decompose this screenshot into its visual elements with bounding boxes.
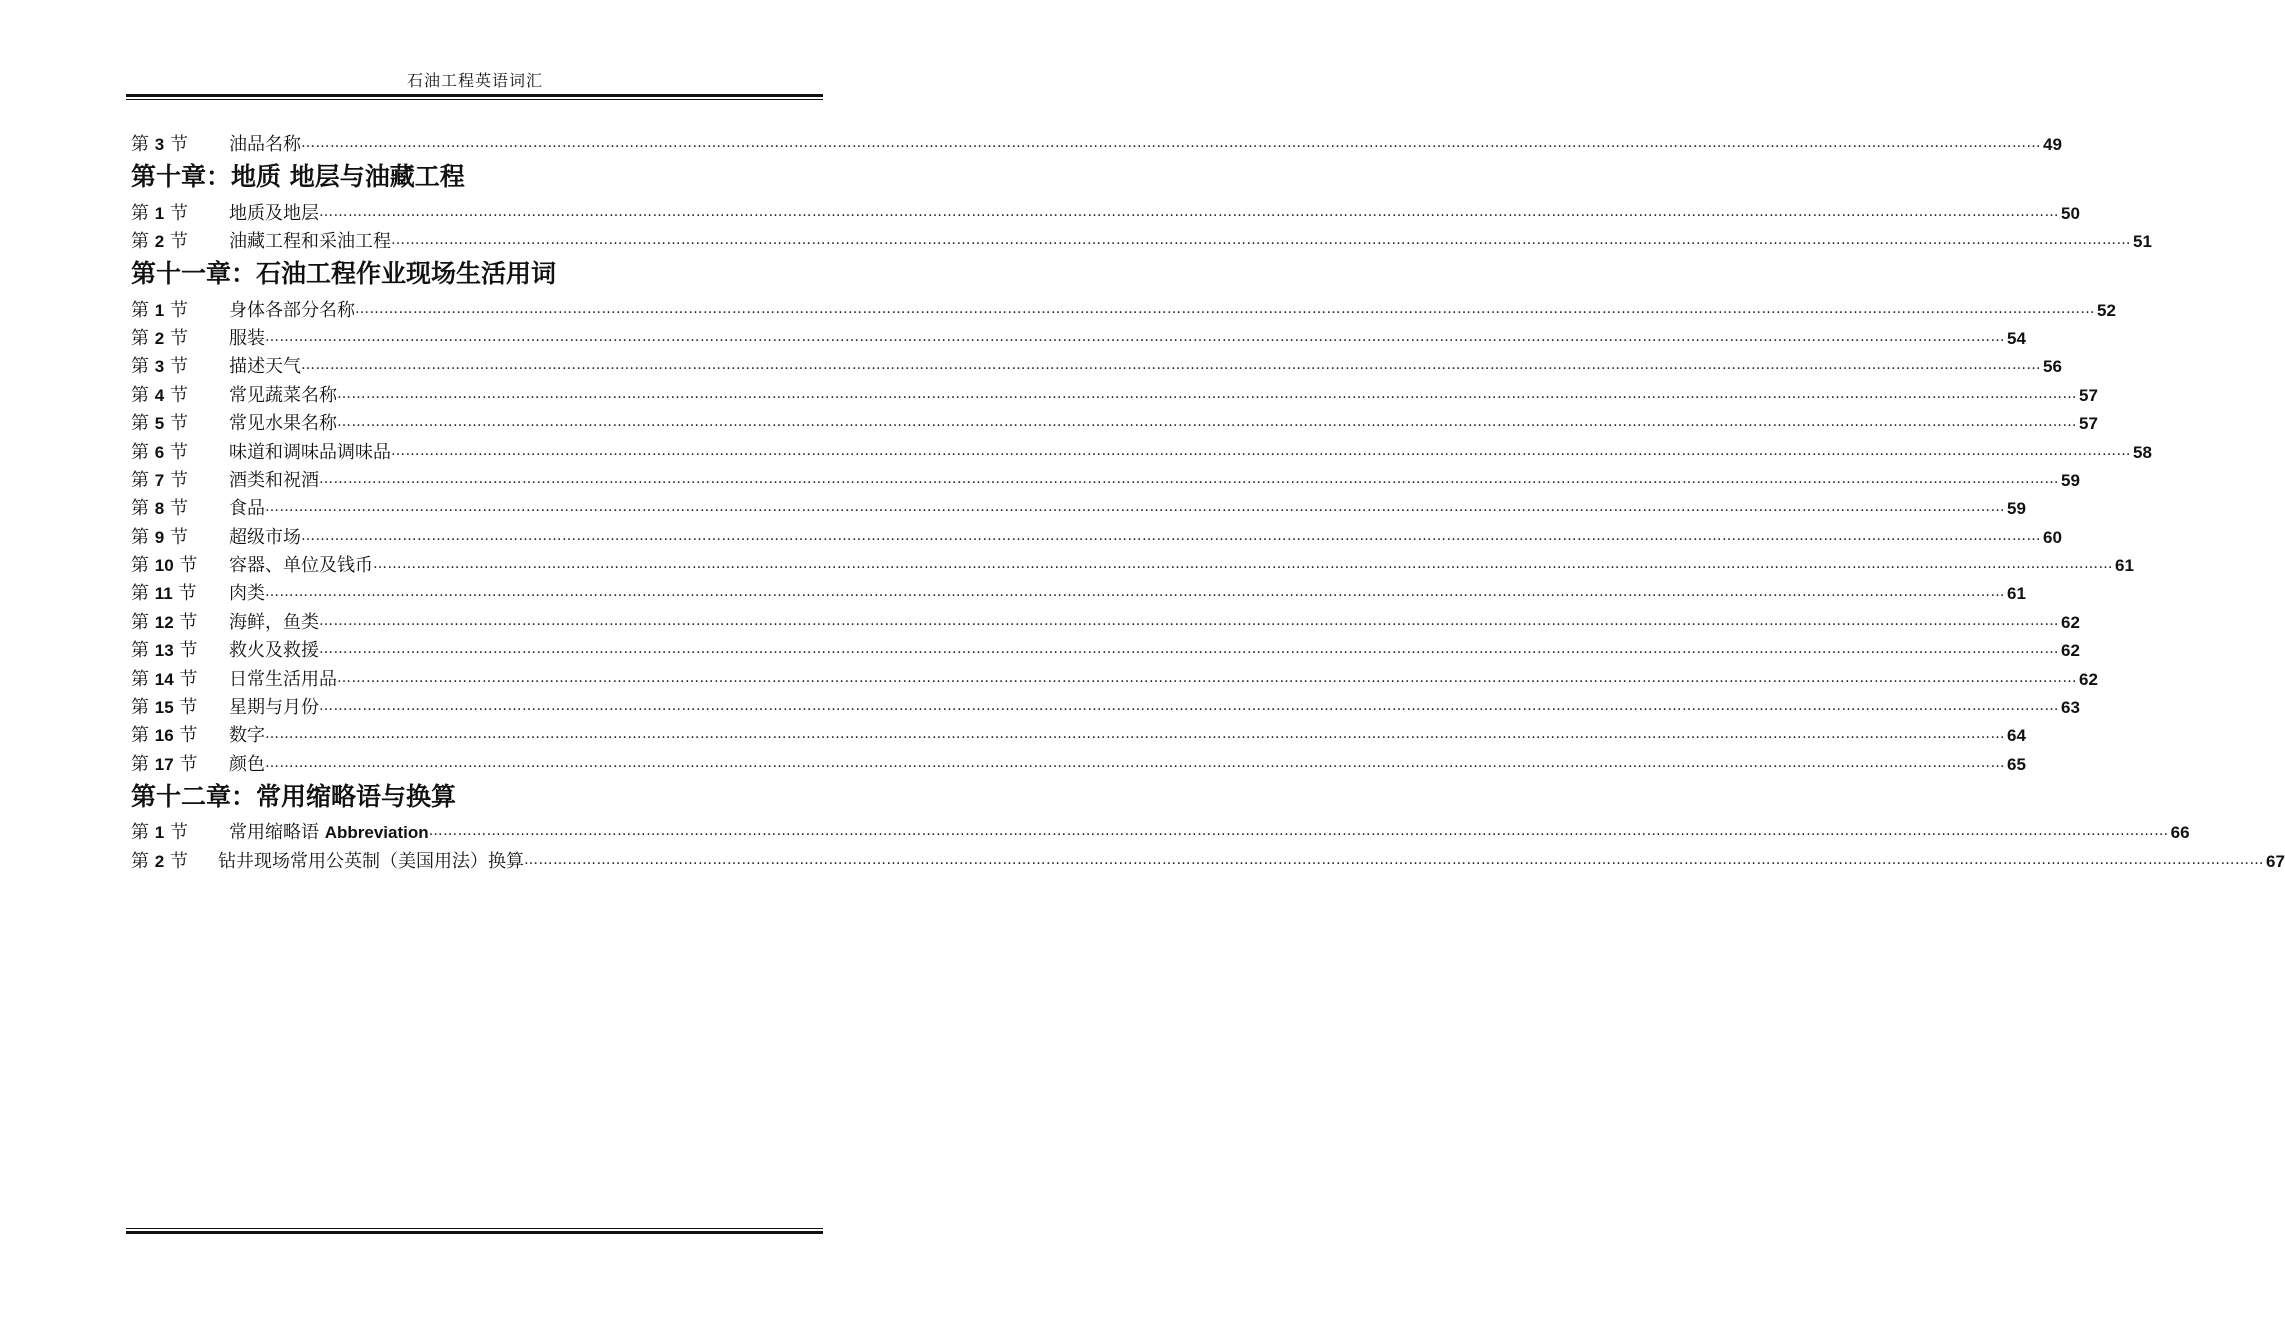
page-number: 62 [2079, 669, 2098, 689]
page-number: 50 [2061, 203, 2080, 223]
section-title [229, 754, 265, 776]
section-unit: 节 [169, 469, 188, 491]
section-label: 第 [131, 469, 149, 491]
section-title-text: 日常生活用品 [229, 668, 337, 690]
toc-entry[interactable] [131, 128, 2062, 156]
section-number [131, 822, 229, 844]
section-number [131, 203, 229, 225]
section-title-text: 海鲜，鱼类 [229, 611, 319, 633]
section-unit: 节 [169, 441, 188, 463]
toc-entry[interactable] [131, 605, 2080, 633]
section-title-text: 数字 [229, 725, 265, 747]
dot-leader: ……………………………………………………………………………………………………………………………………………………………………………………………………………………………………………………………………………………………………………………………… [319, 470, 2059, 487]
section-label: 第 [131, 611, 149, 633]
section-title-text: 油藏工程和采油工程 [229, 231, 391, 253]
section-index: 1 [154, 300, 165, 320]
dot-leader: ……………………………………………………………………………………………………………………………………………………………………………………………………………………………………………………………………………………………………………………………… [355, 300, 2095, 317]
section-index: 9 [154, 527, 165, 547]
page-number: 63 [2061, 698, 2080, 718]
section-label: 第 [131, 498, 149, 520]
section-unit: 节 [179, 640, 198, 662]
section-label: 第 [131, 202, 149, 224]
section-title [229, 413, 337, 435]
section-title-text: 常用缩略语 [229, 822, 319, 844]
section-label: 第 [131, 725, 149, 747]
section-number [131, 498, 229, 520]
section-title [229, 470, 319, 492]
page-number: 54 [2007, 328, 2026, 348]
section-title [229, 697, 319, 719]
page-number: 56 [2043, 357, 2062, 377]
section-index: 3 [154, 357, 165, 377]
toc-entry[interactable] [131, 464, 2080, 492]
section-unit: 节 [169, 526, 188, 548]
section-title-text: 常见水果名称 [229, 413, 337, 435]
section-unit: 节 [169, 413, 188, 435]
section-unit: 节 [169, 822, 188, 844]
page-number: 65 [2007, 754, 2026, 774]
section-unit: 节 [179, 668, 198, 690]
toc-entry[interactable] [131, 520, 2062, 548]
section-title [229, 822, 429, 844]
section-title [218, 851, 524, 873]
section-title-text: 油品名称 [229, 134, 301, 156]
section-title [229, 231, 391, 253]
section-title-latin: Abbreviation [324, 823, 429, 843]
section-title-text: 星期与月份 [229, 697, 319, 719]
dot-leader: ……………………………………………………………………………………………………………………………………………………………………………………………………………………………………………………………………………………………………………………………… [337, 669, 2077, 686]
section-number [131, 612, 229, 634]
toc-entry[interactable] [131, 844, 2285, 872]
chapter-heading[interactable]: 第十章：地质 地层与油藏工程 [131, 162, 465, 192]
section-unit: 节 [169, 384, 188, 406]
section-label: 第 [131, 356, 149, 378]
section-number [131, 134, 229, 156]
section-number [131, 697, 229, 719]
section-label: 第 [131, 299, 149, 321]
section-index: 16 [154, 726, 174, 746]
header-rule [126, 94, 823, 100]
dot-leader: ……………………………………………………………………………………………………………………………………………………………………………………………………………………………………………………………………………………………………………………………… [337, 414, 2077, 431]
section-label: 第 [131, 555, 149, 577]
section-title-text: 食品 [229, 498, 265, 520]
section-index: 1 [154, 203, 165, 223]
toc-entry[interactable] [131, 816, 2190, 844]
section-number [131, 851, 218, 873]
chapter-heading[interactable]: 第十二章：常用缩略语与换算 [131, 781, 457, 811]
dot-leader: ……………………………………………………………………………………………………………………………………………………………………………………………………………………………………………………………………………………………………………………………… [301, 357, 2041, 374]
section-label: 第 [131, 134, 149, 156]
section-number [131, 583, 229, 605]
dot-leader: ……………………………………………………………………………………………………………………………………………………………………………………………………………………………………………………………………………………………………………………………… [391, 232, 2131, 249]
toc-entry[interactable] [131, 378, 2098, 406]
page-number: 57 [2079, 414, 2098, 434]
toc-entry[interactable] [131, 747, 2026, 775]
section-index: 2 [154, 232, 165, 252]
page-number: 61 [2007, 584, 2026, 604]
section-title-text: 服装 [229, 327, 265, 349]
toc-entry[interactable] [131, 350, 2062, 378]
section-number [131, 725, 229, 747]
section-index: 1 [154, 823, 165, 843]
section-title-text: 容器、单位及钱币 [229, 555, 373, 577]
section-number [131, 328, 229, 350]
section-index: 14 [154, 669, 174, 689]
section-title [229, 527, 301, 549]
section-title-text: 超级市场 [229, 526, 301, 548]
section-index: 7 [154, 470, 165, 490]
section-title [229, 669, 337, 691]
section-title-text: 钻井现场常用公英制（美国用法）换算 [218, 850, 524, 872]
section-index: 11 [154, 584, 173, 604]
section-number [131, 385, 229, 407]
section-unit: 节 [169, 299, 188, 321]
section-label: 第 [131, 526, 149, 548]
section-label: 第 [131, 231, 149, 253]
section-title [229, 356, 301, 378]
section-index: 13 [154, 641, 174, 661]
section-label: 第 [131, 850, 149, 872]
section-index: 17 [154, 754, 174, 774]
section-label: 第 [131, 327, 149, 349]
table-of-contents [131, 128, 2285, 873]
section-index: 6 [154, 442, 165, 462]
page-number: 66 [2170, 823, 2190, 843]
section-title [229, 203, 319, 225]
toc-entry[interactable] [131, 322, 2026, 350]
section-unit: 节 [169, 850, 188, 872]
section-title-text: 味道和调味品调味品 [229, 441, 391, 463]
section-number [131, 669, 229, 691]
section-index: 5 [154, 414, 165, 434]
page-number: 51 [2133, 232, 2152, 252]
toc-entry[interactable] [131, 577, 2026, 605]
dot-leader: ……………………………………………………………………………………………………………………………………………………………………………………………………………………………………………………………………………………………………………………………… [373, 556, 2113, 573]
page-number: 62 [2061, 612, 2080, 632]
section-unit: 节 [179, 555, 198, 577]
section-index: 12 [154, 612, 174, 632]
section-unit: 节 [179, 611, 198, 633]
section-unit: 节 [169, 231, 188, 253]
section-unit: 节 [169, 134, 188, 156]
section-title [229, 442, 391, 464]
dot-leader: ……………………………………………………………………………………………………………………………………………………………………………………………………………………………………………………………………………………………………………………………… [337, 385, 2077, 402]
section-title [229, 555, 373, 577]
dot-leader: ……………………………………………………………………………………………………………………………………………………………………………………………………………………………………………………………………………………………………………………………… [319, 641, 2059, 658]
toc-entry[interactable] [131, 662, 2098, 690]
page-number: 60 [2043, 527, 2062, 547]
section-number [131, 470, 229, 492]
page-number: 57 [2079, 385, 2098, 405]
section-number [131, 555, 229, 577]
page-number: 49 [2043, 135, 2062, 155]
section-title-text: 身体各部分名称 [229, 299, 355, 321]
toc-entry[interactable] [131, 225, 2152, 253]
dot-leader: ……………………………………………………………………………………………………………………………………………………………………………………………………………………………………………………………………………………………………………………………… [391, 442, 2131, 459]
section-title-text: 颜色 [229, 753, 265, 775]
section-index: 10 [154, 556, 174, 576]
page-number: 67 [2266, 851, 2285, 871]
section-label: 第 [131, 384, 149, 406]
section-number [131, 442, 229, 464]
dot-leader: ……………………………………………………………………………………………………………………………………………………………………………………………………………………………………………………………………………………………………………………………… [428, 823, 2169, 840]
section-index: 8 [154, 499, 165, 519]
dot-leader: ……………………………………………………………………………………………………………………………………………………………………………………………………………………………………………………………………………………………………………………………… [301, 527, 2041, 544]
page-number: 58 [2133, 442, 2152, 462]
section-label: 第 [131, 697, 149, 719]
dot-leader: ……………………………………………………………………………………………………………………………………………………………………………………………………………………………………………………………………………………………………………………………… [319, 203, 2059, 220]
dot-leader: ……………………………………………………………………………………………………………………………………………………………………………………………………………………………………………………………………………………………………………………………… [524, 851, 2264, 868]
section-title-text: 酒类和祝酒 [229, 469, 319, 491]
section-index: 2 [154, 851, 165, 871]
section-title [229, 300, 355, 322]
section-title [229, 134, 301, 156]
section-label: 第 [131, 441, 149, 463]
section-title [229, 583, 265, 605]
section-title [229, 725, 265, 747]
section-number [131, 754, 229, 776]
page-number: 52 [2097, 300, 2116, 320]
chapter-heading[interactable]: 第十一章：石油工程作业现场生活用词 [131, 259, 557, 289]
page-number: 59 [2007, 499, 2026, 519]
dot-leader: ……………………………………………………………………………………………………………………………………………………………………………………………………………………………………………………………………………………………………………………………… [265, 584, 2005, 601]
section-title-text: 地质及地层 [229, 202, 319, 224]
section-unit: 节 [169, 356, 188, 378]
section-number [131, 300, 229, 322]
section-unit: 节 [169, 327, 188, 349]
dot-leader: ……………………………………………………………………………………………………………………………………………………………………………………………………………………………………………………………………………………………………………………………… [301, 135, 2041, 152]
running-header-title: 石油工程英语词汇 [406, 71, 543, 90]
section-number [131, 231, 229, 253]
section-number [131, 356, 229, 378]
dot-leader: ……………………………………………………………………………………………………………………………………………………………………………………………………………………………………………………………………………………………………………………………… [319, 698, 2059, 715]
section-title-text: 救火及救援 [229, 640, 319, 662]
section-index: 4 [154, 385, 165, 405]
section-label: 第 [131, 413, 149, 435]
section-title [229, 612, 319, 634]
toc-entry[interactable] [131, 407, 2098, 435]
toc-entry[interactable] [131, 293, 2116, 321]
footer-rule [126, 1228, 823, 1234]
page-number: 61 [2115, 556, 2134, 576]
page-number: 64 [2007, 726, 2026, 746]
toc-entry[interactable] [131, 196, 2080, 224]
section-label: 第 [131, 668, 149, 690]
dot-leader: ……………………………………………………………………………………………………………………………………………………………………………………………………………………………………………………………………………………………………………………………… [319, 612, 2059, 629]
section-title [229, 640, 319, 662]
section-unit: 节 [178, 583, 197, 605]
section-label: 第 [131, 822, 149, 844]
toc-entry[interactable] [131, 691, 2080, 719]
section-title-text: 描述天气 [229, 356, 301, 378]
section-title [229, 328, 265, 350]
dot-leader: ……………………………………………………………………………………………………………………………………………………………………………………………………………………………………………………………………………………………………………………………… [265, 328, 2005, 345]
section-label: 第 [131, 753, 149, 775]
section-index: 2 [154, 328, 165, 348]
toc-entry[interactable] [131, 492, 2026, 520]
section-index: 3 [154, 135, 165, 155]
section-title [229, 498, 265, 520]
section-title-text: 常见蔬菜名称 [229, 384, 337, 406]
section-title-text: 肉类 [229, 583, 265, 605]
section-label: 第 [131, 583, 149, 605]
section-unit: 节 [179, 725, 198, 747]
section-number [131, 640, 229, 662]
toc-entry[interactable] [131, 435, 2152, 463]
section-title [229, 385, 337, 407]
dot-leader: ……………………………………………………………………………………………………………………………………………………………………………………………………………………………………………………………………………………………………………………………… [265, 499, 2005, 516]
section-unit: 节 [169, 498, 188, 520]
page-number: 59 [2061, 470, 2080, 490]
section-number [131, 413, 229, 435]
dot-leader: ……………………………………………………………………………………………………………………………………………………………………………………………………………………………………………………………………………………………………………………………… [265, 754, 2005, 771]
section-index: 15 [154, 698, 174, 718]
section-unit: 节 [169, 202, 188, 224]
dot-leader: ……………………………………………………………………………………………………………………………………………………………………………………………………………………………………………………………………………………………………………………………… [265, 726, 2005, 743]
section-unit: 节 [179, 697, 198, 719]
section-unit: 节 [179, 753, 198, 775]
toc-entry[interactable] [131, 634, 2080, 662]
section-number [131, 527, 229, 549]
toc-entry[interactable] [131, 719, 2026, 747]
toc-entry[interactable] [131, 549, 2134, 577]
page-number: 62 [2061, 641, 2080, 661]
section-label: 第 [131, 640, 149, 662]
